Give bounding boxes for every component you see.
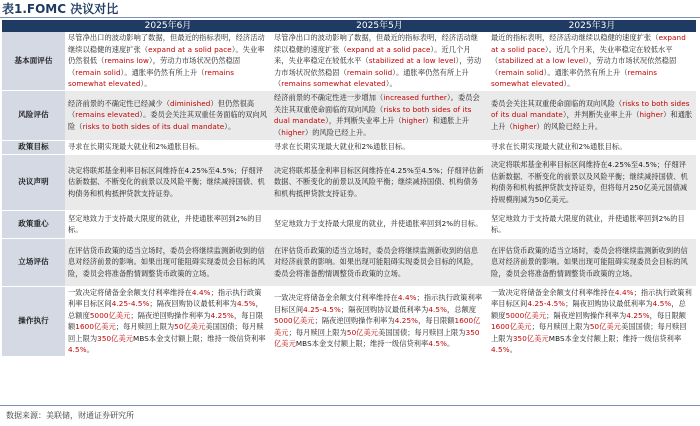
table-cell [271, 154, 488, 210]
table-cell [488, 286, 696, 356]
cell-text: ）。通胀率仍然有所上升（ [274, 67, 469, 88]
highlight-text: higher [401, 116, 426, 125]
cell-text: ）。 [140, 79, 152, 88]
highlight-text: 350亿美元 [97, 333, 134, 343]
cell-text: 一致决定将储备金余额支付利率维持在 [68, 287, 192, 297]
cell-text: 在评估货币政策的适当立场时，委员会将继续监测新收到的信息对经济前景的影响。如果出现可能阻碍实现委员会目标的风险，委员会将准备酌情调整货币政策的立场。 [491, 245, 688, 278]
row-label: 风险评估 [2, 90, 65, 140]
cell-text: 经济前景的不确定性已经减少（ [68, 98, 171, 108]
highlight-text: 50亿美元 [346, 327, 379, 337]
highlight-text: stabilized at a low level [368, 56, 456, 65]
row-label: 操作执行 [2, 286, 65, 356]
cell-text: 经济前景的不确定性进一步增加（ [274, 93, 384, 102]
highlight-text: remains elevated [75, 110, 140, 120]
table-row [2, 90, 696, 140]
table-cell [488, 140, 696, 154]
cell-text: 决定将联邦基金利率目标区间维持在4.25%至4.5%；仔细评估新数据、不断变化的前景以及风险平衡；继续减持国债、机构债务和机构抵押贷款支持证券。 [274, 165, 484, 198]
highlight-text: increased further [383, 93, 447, 102]
cell-text: 决定将联邦基金利率目标区间维持在4.25%至4.5%；仔细评估新数据、不断变化的前景以及风险平衡；继续减持国债、机构债务和机构抵押贷款支持证券，但将每月250亿美元国债减持规模削减为50亿美元。 [491, 160, 688, 204]
highlight-text: 4.4% [397, 293, 417, 303]
header-corner [2, 20, 65, 32]
cell-text: ）和通胀上升（ [274, 116, 470, 137]
header-2025-mar: 2025年3月 [488, 20, 696, 32]
cell-text: ）。近几个月来，失业率稳定在较低水平（ [274, 44, 471, 65]
cell-text: ；隔夜逆回购操作利率为 [130, 310, 211, 320]
source-note: 数据来源：美联储，财通证券研究所 [6, 411, 134, 420]
cell-text: MBS本金支付额上限；维持一级信贷利率 [133, 333, 266, 343]
cell-text: 尽管净出口的波动影响了数据，但最近的指标表明，经济活动继续以稳健的速度扩张（ [68, 33, 265, 54]
cell-text: ）和通胀上升（ [491, 110, 693, 131]
table-cell [271, 140, 488, 154]
highlight-text: remains somewhat elevated [281, 79, 386, 88]
table-cell [488, 238, 696, 286]
cell-text: ，每日限额 [649, 310, 687, 320]
highlight-text: 4.4% [614, 287, 634, 297]
highlight-text: 4.5% [428, 339, 448, 349]
row-label: 基本面评估 [2, 32, 65, 90]
cell-text: 一致决定将储备金余额支付利率维持在 [274, 293, 398, 303]
cell-text: 决定将联邦基金利率目标区间维持在4.25%至4.5%；仔细评估新数据、不断变化的前景以及风险平衡；继续减持国债、机构债务和机构抵押贷款支持证券。 [68, 165, 265, 198]
highlight-text: risks to both sides of its dual mandate [274, 104, 472, 125]
highlight-text: 1600亿美元 [491, 322, 532, 331]
highlight-text: 4.5% [428, 304, 448, 314]
cell-text: 美国国债；每月赎回上限为 [378, 327, 466, 337]
highlight-text: stabilized at a low level [498, 56, 586, 65]
highlight-text: expand at a solid pace [148, 44, 232, 54]
cell-text: ；隔夜回购协议最低利率为 [565, 299, 653, 308]
highlight-text: 4.25-4.5% [527, 299, 566, 308]
cell-text: ），劳动力市场状况仍然稳固（ [68, 56, 241, 77]
highlight-text: 5000亿美元 [505, 310, 547, 320]
cell-text: 坚定地致力于支持最大限度的就业，并使通胀率回到2%的目标。 [274, 219, 483, 229]
highlight-text: expand at a solid pace [346, 44, 431, 54]
highlight-text: 5000亿美元 [274, 316, 315, 326]
highlight-text: 1600亿美元 [75, 322, 116, 331]
cell-text: ）。近几个月来，失业率稳定在较低水平（ [491, 44, 673, 65]
cell-text: ）。委员会关注其双重任务面临的双向风险（ [68, 110, 267, 131]
table-row [2, 140, 696, 154]
footer-divider [0, 405, 700, 406]
fomc-comparison-table [2, 20, 696, 357]
highlight-text: risks to both sides of its dual mandate [491, 98, 690, 120]
cell-text: 美国国债；每月赎回上限为 [68, 322, 264, 343]
cell-text: 寻求在长期实现最大就业和2%通胀目标。 [68, 142, 204, 152]
highlight-text: remain solid [75, 67, 121, 77]
table-cell [271, 210, 488, 238]
highlight-text: 4.4% [191, 287, 211, 297]
cell-text: 最近的指标表明，经济活动继续以稳健的速度扩张（ [491, 33, 659, 42]
row-label: 决议声明 [2, 154, 65, 210]
cell-text: MBS本金支付额上限；维持一级信贷利率 [548, 333, 682, 343]
highlight-text: 50亿美元 [174, 322, 206, 331]
table-row [2, 32, 696, 90]
highlight-text: higher [281, 127, 305, 137]
cell-text: ；指示执行政策利率目标区间 [68, 287, 262, 308]
highlight-text: 4.5% [491, 345, 510, 354]
cell-text: 尽管净出口的波动影响了数据，但最近的指标表明，经济活动继续以稳健的速度扩张（ [274, 33, 479, 54]
highlight-text: 4.5% [68, 345, 87, 354]
cell-text: ；每月赎回上限为 [115, 322, 175, 331]
cell-text: 。 [86, 345, 94, 354]
cell-text: ），并判断失业率上升（ [325, 116, 402, 125]
table-cell [488, 154, 696, 210]
header-2025-may: 2025年5月 [271, 20, 488, 32]
highlight-text: 4.25-4.5% [303, 304, 341, 314]
table-cell [271, 90, 488, 140]
cell-text: ，总额度 [491, 299, 686, 320]
table-cell [65, 140, 271, 154]
table-title: 表1.FOMC 决议对比 [2, 2, 119, 16]
highlight-text: remain solid [346, 67, 393, 77]
cell-text: ）。通胀率仍然有所上升（ [120, 67, 205, 77]
table-cell [488, 210, 696, 238]
highlight-text: 50亿美元 [589, 322, 622, 331]
cell-text: ）。委员会关注其双重使命面临的双向风险（ [274, 93, 480, 114]
cell-text: ）。通胀率仍然有所上升（ [543, 67, 628, 77]
cell-text: ；指示执行政策利率目标区间 [491, 287, 692, 308]
table-cell [65, 90, 271, 140]
table-header-row [2, 20, 696, 32]
cell-text: ）但仍然很高（ [68, 98, 255, 120]
table-cell [65, 32, 271, 90]
table-cell [488, 32, 696, 90]
cell-text: 在评估货币政策的适当立场时，委员会将继续监测新收到的信息对经济前景的影响。如果出现可能阻碍实现委员会目标的风险，委员会将准备酌情调整货币政策的立场。 [68, 245, 265, 278]
cell-text: ）。 [224, 121, 236, 131]
cell-text: ），劳动力市场状况依然稳固（ [274, 56, 482, 77]
highlight-text: 4.25% [210, 310, 234, 320]
cell-text: ）。失业率仍然很低（ [68, 44, 265, 65]
highlight-text: 5000亿美元 [89, 310, 131, 320]
table-cell [65, 286, 271, 356]
highlight-text: 4.25% [394, 316, 419, 326]
cell-text: 。 [509, 345, 517, 354]
highlight-text: 4.5% [236, 299, 256, 308]
cell-text: ；每月赎回上限为 [531, 322, 590, 331]
cell-text: 一致决定将储备金余额支付利率维持在 [491, 287, 615, 297]
row-label: 立场评估 [2, 238, 65, 286]
header-2025-jun: 2025年6月 [65, 20, 271, 32]
cell-text: ）的风险已经上升。 [536, 121, 603, 131]
highlight-text: diminished [170, 98, 211, 108]
row-label: 政策目标 [2, 140, 65, 154]
cell-text: ，总额度 [447, 304, 477, 314]
cell-text: 美国国债；每月赎回上限为 [491, 322, 687, 343]
highlight-text: 4.25% [626, 310, 650, 320]
highlight-text: 4.25-4.5% [111, 299, 150, 308]
highlight-text: 350亿美元 [274, 327, 480, 349]
cell-text: ；指示执行政策利率目标区间 [274, 293, 483, 314]
cell-text: ）。 [563, 79, 575, 88]
cell-text: ），并判断失业率上升（ [562, 110, 640, 120]
cell-text: ；隔夜逆回购操作利率为 [314, 316, 395, 326]
table-cell [271, 238, 488, 286]
highlight-text: remains somewhat elevated [491, 67, 658, 88]
table-cell [65, 238, 271, 286]
table-row [2, 286, 696, 356]
cell-text: 在评估货币政策的适当立场时，委员会将继续监测新收到的信息对经济前景的影响。如果出现可能阻碍实现委员会目标的风险，委员会将准备酌情调整货币政策的立场。 [274, 245, 479, 278]
highlight-text: 1600亿美元 [274, 316, 481, 337]
table-cell [65, 154, 271, 210]
table-row [2, 154, 696, 210]
table-row [2, 238, 696, 286]
cell-text: ；隔夜回购协议最低利率为 [149, 299, 237, 308]
cell-text: 坚定地致力于支持最大限度的就业，并使通胀率回到2%的目标。 [68, 213, 262, 234]
cell-text: 寻求在长期实现最大就业和2%通胀目标。 [274, 142, 410, 152]
table-cell [65, 210, 271, 238]
highlight-text: expand at a solid pace [491, 33, 686, 54]
cell-text: ）。 [385, 79, 397, 88]
table-cell [488, 90, 696, 140]
cell-text: ），劳动力市场状况依然稳固（ [491, 56, 677, 77]
cell-text: 委员会关注其双重使命面临的双向风险（ [491, 98, 623, 108]
highlight-text: 350亿美元 [512, 333, 549, 343]
row-label: 政策重心 [2, 210, 65, 238]
table-cell [271, 286, 488, 356]
highlight-text: remain solid [498, 67, 544, 77]
cell-text: ，每日限额 [68, 310, 264, 331]
highlight-text: 4.5% [652, 299, 672, 308]
cell-text: 坚定地致力于支持最大限度的就业，并使通胀率回到2%的目标。 [491, 213, 685, 234]
cell-text: ；隔夜逆回购操作利率为 [546, 310, 627, 320]
cell-text: 。 [447, 339, 455, 349]
highlight-text: remains low [104, 56, 150, 65]
cell-text: ；每月赎回上限为 [288, 327, 347, 337]
highlight-text: risks to both sides of its dual mandate [82, 121, 225, 131]
highlight-text: higher [639, 110, 664, 120]
table-cell [271, 32, 488, 90]
cell-text: ）的风险已经上升。 [304, 127, 371, 137]
highlight-text: higher [512, 121, 537, 131]
table-row [2, 210, 696, 238]
cell-text: ；隔夜回购协议最低利率为 [340, 304, 429, 314]
highlight-text: remains somewhat elevated [68, 67, 235, 88]
title-divider [0, 17, 700, 18]
cell-text: ，每日限额 [418, 316, 455, 326]
cell-text: 寻求在长期实现最大就业和2%通胀目标。 [491, 142, 627, 152]
cell-text: MBS本金支付额上限；维持一级信贷利率 [295, 339, 429, 349]
cell-text: ，总额度 [68, 299, 263, 320]
